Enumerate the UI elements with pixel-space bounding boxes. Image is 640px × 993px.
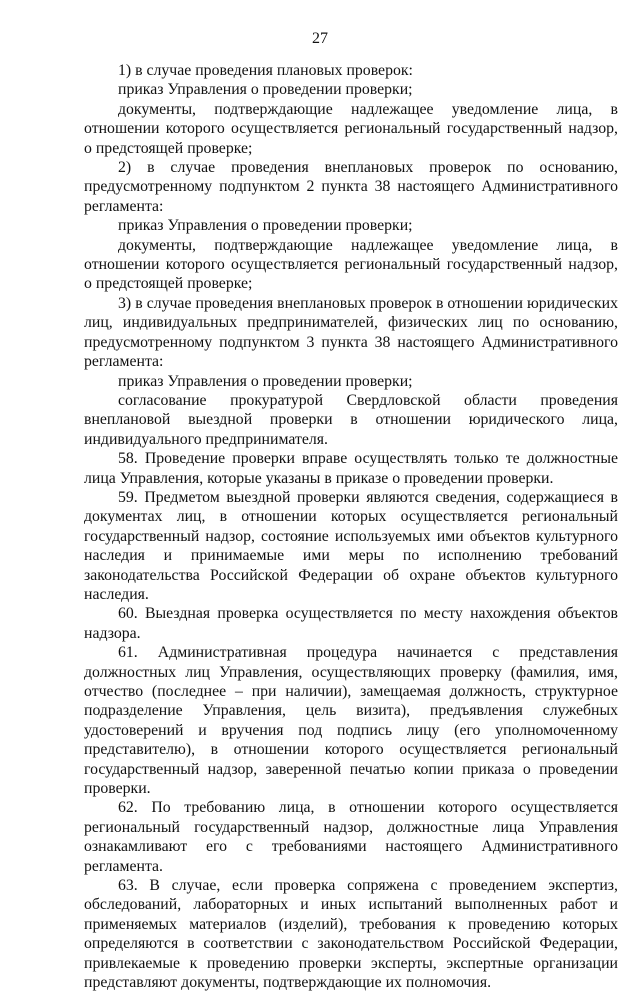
paragraph-63: 63. В случае, если проверка сопряжена с проведением экспертиз, обследований, лабораторных и иных испытаний выполненных работ и применяемых материалов (изделий), требования к проведению которых определяются в соответствии с законодательством Российской Федерации, привлекаемые к проведению проверки эксперты, экспертные организации представляют документы, подтверждающие их полномочия. xyxy=(84,877,618,992)
paragraph-planned-inspections: 1) в случае проведения плановых проверок: xyxy=(118,62,413,79)
paragraph-60: 60. Выездная проверка осуществляется по месту нахождения объектов надзора. xyxy=(84,605,618,642)
paragraph-61: 61. Административная процедура начинается с представления должностных лиц Управления, осуществляющих проверку (фамилия, имя, отчество (последнее – при наличии), замещаемая должность, структурное подразделение Управления, цель визита), предъявления служебных удостоверений и вручения под подпись лицу (его уполномоченному представителю), в отношении которого осуществляется региональный государственный надзор, заверенной печатью копии приказа о проведении проверки. xyxy=(84,644,618,798)
paragraph-notification-docs: документы, подтверждающие надлежащее уведомление лица, в отношении которого осуществляется региональный государственный надзор, о предстоящей проверке; xyxy=(84,236,618,293)
page-number: 27 xyxy=(312,30,328,47)
paragraph-62: 62. По требованию лица, в отношении которого осуществляется региональный государственный надзор, должностные лица Управления ознакамливают его с требованиями настоящего Административного регламента. xyxy=(84,799,618,875)
paragraph-58: 58. Проведение проверки вправе осуществлять только те должностные лица Управления, которые указаны в приказе о проведении проверки. xyxy=(84,450,618,487)
paragraph-unplanned-inspections-3: 3) в случае проведения внеплановых проверок в отношении юридических лиц, индивидуальных предпринимателей, физических лиц по основанию, предусмотренному подпунктом 3 пункта 38 настоящего Административного регламента: xyxy=(84,294,618,371)
paragraph-order: приказ Управления о проведении проверки; xyxy=(118,372,413,390)
paragraph-unplanned-inspections-2: 2) в случае проведения внеплановых проверок по основанию, предусмотренному подпунктом 2 пункта 38 настоящего Административного регламента: xyxy=(84,159,618,215)
document-body xyxy=(84,61,618,993)
paragraph-prosecutor-approval: согласование прокуратурой Свердловской области проведения внеплановой выездной проверки в отношении юридического лица, индивидуального предпринимателя. xyxy=(84,391,618,448)
paragraph-notification-docs: документы, подтверждающие надлежащее уведомление лица, в отношении которого осуществляется региональный государственный надзор, о предстоящей проверке; xyxy=(84,100,618,157)
paragraph-59: 59. Предметом выездной проверки являются сведения, содержащиеся в документах лиц, в отношении которых осуществляется региональный государственный надзор, состояние используемых ими объектов культурного наследия и принимаемые ими меры по исполнению требований законодательства Российской Федерации об охране объектов культурного наследия. xyxy=(84,488,618,603)
paragraph-order: приказ Управления о проведении проверки; xyxy=(118,217,413,235)
paragraph-order: приказ Управления о проведении проверки; xyxy=(118,81,413,99)
